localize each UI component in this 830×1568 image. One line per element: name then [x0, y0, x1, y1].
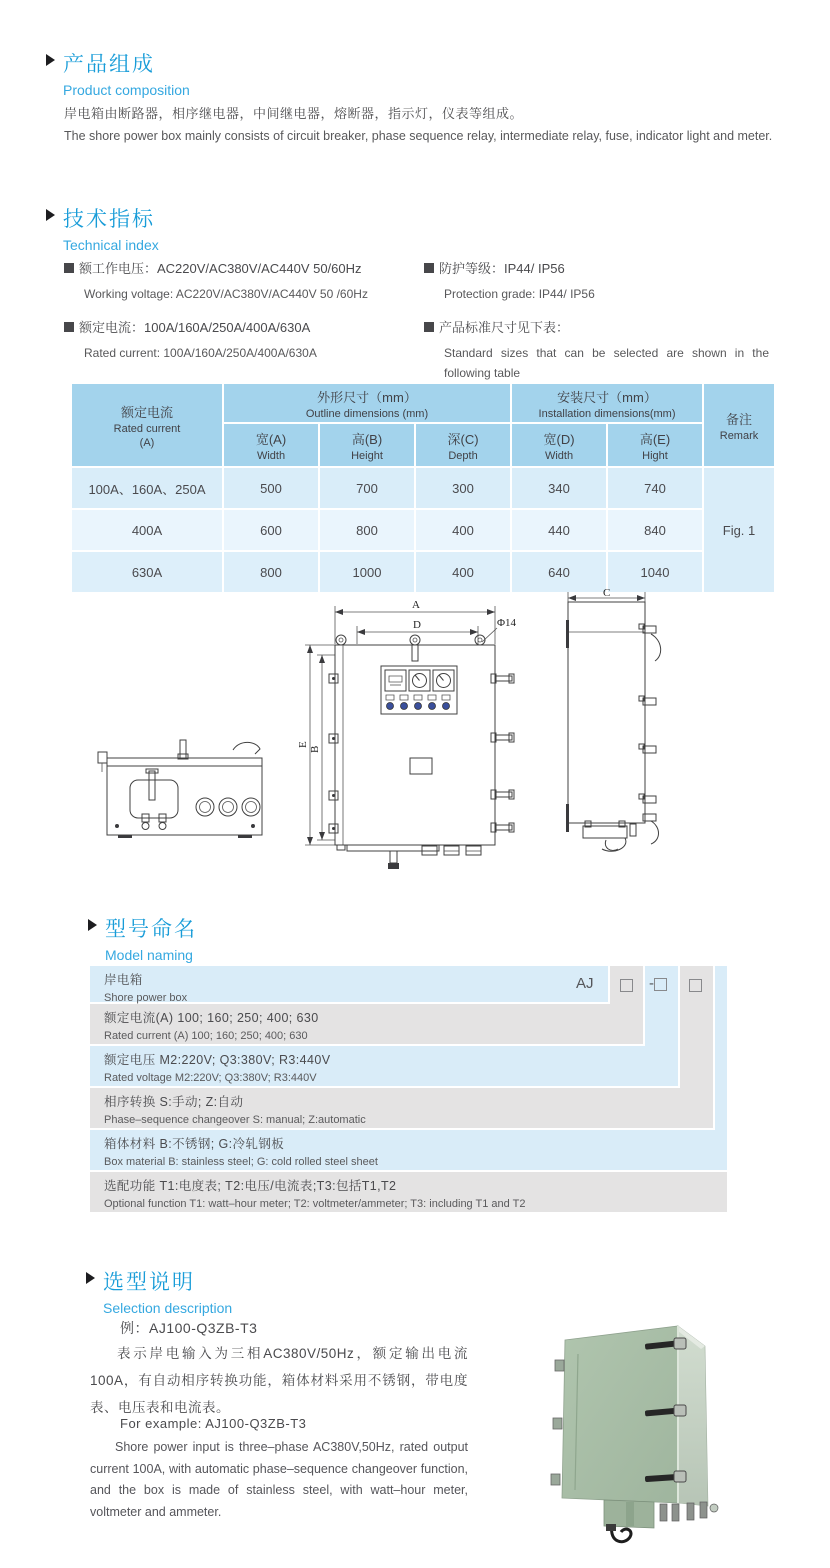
cabinet-hinges: [551, 1360, 564, 1485]
cell-value: 840: [608, 510, 702, 550]
col-group-outline: 外形尺寸（mm） Outline dimensions (mm): [224, 384, 510, 422]
section-heading-selection: [86, 1266, 232, 1316]
code-separator: -: [649, 975, 654, 992]
section-title-cn: 型号命名: [105, 918, 197, 941]
section-title-en: Technical index: [63, 237, 159, 253]
cell-value: 400: [416, 510, 510, 550]
bullet-square-icon: [64, 263, 74, 273]
code-box-1: [620, 976, 633, 993]
naming-row-cn: 相序转换 S:手动; Z:自动: [104, 1095, 244, 1109]
cell-current: 100A、160A、250A: [72, 468, 222, 508]
spec-en: Standard sizes that can be selected are shown in the following table: [444, 346, 769, 380]
naming-row-en: Phase–sequence changeover S: manual; Z:automatic: [104, 1114, 366, 1126]
naming-row-en: Shore power box: [104, 992, 188, 1004]
drawing-bottom-view: [98, 740, 262, 838]
col-header-width-a: 宽(A) Width: [224, 424, 318, 466]
naming-row-box: [90, 966, 608, 1002]
dim-label-e: E: [297, 741, 309, 748]
col-header-remark: 备注 Remark: [704, 384, 774, 466]
selection-example-cn: 例：AJ100-Q3ZB-T3: [120, 1320, 258, 1336]
code-box-2: [649, 975, 667, 992]
cell-value: 740: [608, 468, 702, 508]
dim-label-b: B: [309, 745, 321, 753]
col-header-depth-c: 深(C) Depth: [416, 424, 510, 466]
cell-value: 340: [512, 468, 606, 508]
cell-value: 440: [512, 510, 606, 550]
spec-en: Rated current: 100A/160A/250A/400A/630A: [84, 346, 317, 360]
naming-row-en: Rated voltage M2:220V; Q3:380V; R3:440V: [104, 1072, 317, 1084]
spec-cn: 额定电流：100A/160A/250A/400A/630A: [79, 320, 311, 335]
dim-label-a: A: [412, 599, 420, 611]
naming-row-optional: [90, 1172, 727, 1212]
model-naming-diagram: [90, 966, 750, 1212]
table-row: [72, 468, 774, 508]
cell-value: 800: [224, 552, 318, 592]
section-heading-composition: [46, 48, 190, 98]
spec-column-right: [424, 258, 774, 396]
indicator-lights: [386, 695, 450, 710]
section-heading-naming: [88, 913, 197, 963]
spec-item: [424, 317, 774, 383]
spec-en: Protection grade: IP44/ IP56: [444, 287, 595, 301]
product-photo: [548, 1300, 800, 1568]
cell-value: 640: [512, 552, 606, 592]
section-title-cn: 产品组成: [63, 53, 155, 76]
col-header-width-d: 宽(D) Width: [512, 424, 606, 466]
naming-row-current: [90, 1004, 643, 1044]
naming-row-cn: 选配功能 T1:电度表; T2:电压/电流表;T3:包括T1,T2: [104, 1179, 397, 1193]
naming-row-material: [90, 1130, 727, 1170]
naming-row-phase: [90, 1088, 713, 1128]
spec-cn: 产品标准尺寸见下表：: [439, 320, 570, 335]
code-box-icon: [654, 978, 667, 991]
dim-label-c: C: [603, 588, 611, 599]
cell-remark: Fig. 1: [704, 468, 774, 592]
spec-item: [424, 258, 774, 304]
section-title-en: Selection description: [103, 1300, 233, 1316]
section-arrow-icon: [46, 54, 55, 66]
naming-row-en: Rated current (A) 100; 160; 250; 400; 630: [104, 1030, 308, 1042]
cell-current: 630A: [72, 552, 222, 592]
section-heading-technical: [46, 203, 159, 253]
selection-body-en: Shore power input is three–phase AC380V,50Hz, rated output current 100A, with automatic phase–sequence changeover function, and the box is made of stainless steel, with watt–hour meter, voltmeter and ammeter.: [90, 1440, 468, 1519]
code-box-icon: [689, 979, 702, 992]
bullet-square-icon: [64, 322, 74, 332]
cell-value: 1000: [320, 552, 414, 592]
composition-text-en: The shore power box mainly consists of circuit breaker, phase sequence relay, intermediate relay, fuse, indicator light and meter.: [64, 129, 773, 143]
drawing-side-view: [566, 588, 661, 851]
technical-drawing: [85, 588, 765, 883]
cell-value: 800: [320, 510, 414, 550]
dimension-table: [70, 382, 776, 594]
naming-row-en: Optional function T1: watt–hour meter; T2: voltmeter/ammeter; T3: including T1 and T2: [104, 1198, 526, 1210]
table-row: [72, 510, 774, 550]
cell-value: 400: [416, 552, 510, 592]
bullet-square-icon: [424, 322, 434, 332]
cell-value: 1040: [608, 552, 702, 592]
code-prefix: AJ: [576, 975, 594, 992]
naming-row-en: Box material B: stainless steel; G: cold rolled steel sheet: [104, 1156, 378, 1168]
spec-cn: 额工作电压：AC220V/AC380V/AC440V 50/60Hz: [79, 261, 362, 276]
spec-cn: 防护等级：IP44/ IP56: [439, 261, 565, 276]
section-arrow-icon: [46, 209, 55, 221]
section-title-en: Product composition: [63, 82, 190, 98]
cell-value: 700: [320, 468, 414, 508]
naming-row-cn: 额定电流(A) 100; 160; 250; 400; 630: [104, 1011, 319, 1025]
dim-label-d: D: [413, 619, 421, 631]
col-header-hight-e: 高(E) Hight: [608, 424, 702, 466]
naming-row-cn: 箱体材料 B:不锈钢; G:冷轧钢板: [104, 1137, 285, 1151]
col-header-rated-current: 额定电流 Rated current (A): [72, 384, 222, 466]
section-title-cn: 选型说明: [103, 1271, 195, 1294]
naming-row-cn: 岸电箱: [104, 973, 143, 987]
naming-row-voltage: [90, 1046, 678, 1086]
section-title-cn: 技术指标: [63, 208, 155, 231]
col-header-height-b: 高(B) Height: [320, 424, 414, 466]
naming-row-cn: 额定电压 M2:220V; Q3:380V; R3:440V: [104, 1053, 331, 1067]
dim-label-phi14: Φ14: [497, 617, 517, 629]
composition-text-cn: 岸电箱由断路器，相序继电器，中间继电器，熔断器，指示灯，仪表等组成。: [64, 106, 524, 121]
col-group-installation: 安装尺寸（mm） Installation dimensions(mm): [512, 384, 702, 422]
spec-column-left: [64, 258, 414, 376]
bullet-square-icon: [424, 263, 434, 273]
selection-body-cn: 表示岸电输入为三相AC380V/50Hz，额定输出电流100A，有自动相序转换功能，箱体材料采用不锈钢，带电度表、电压表和电流表。: [90, 1346, 468, 1415]
cell-current: 400A: [72, 510, 222, 550]
section-title-en: Model naming: [105, 947, 193, 963]
spec-item: [64, 317, 414, 363]
spec-item: [64, 258, 414, 304]
cell-value: 600: [224, 510, 318, 550]
drawing-front-view: [297, 599, 517, 869]
cell-value: 300: [416, 468, 510, 508]
cabinet-bottom-fittings: [604, 1500, 718, 1542]
latches: [491, 674, 514, 832]
table-row: [72, 552, 774, 592]
code-box-3: [689, 976, 702, 993]
selection-example-en: For example: AJ100-Q3ZB-T3: [120, 1416, 307, 1431]
section-arrow-icon: [88, 919, 97, 931]
cell-value: 500: [224, 468, 318, 508]
section-arrow-icon: [86, 1272, 95, 1284]
code-box-icon: [620, 979, 633, 992]
spec-en: Working voltage: AC220V/AC380V/AC440V 50 /60Hz: [84, 287, 368, 301]
